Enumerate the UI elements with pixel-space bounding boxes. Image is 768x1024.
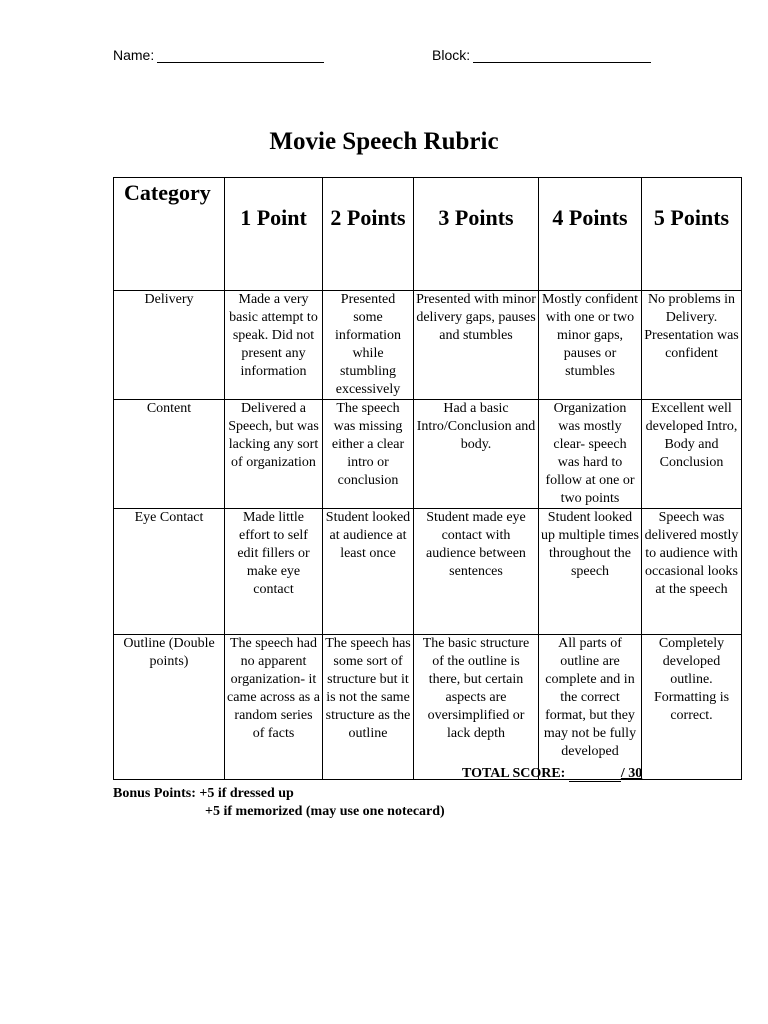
bonus-line-memorized: +5 if memorized (may use one notecard) bbox=[205, 804, 445, 819]
name-blank-line bbox=[157, 48, 324, 63]
name-label: Name: bbox=[113, 47, 155, 63]
table-cell: The speech has some sort of structure but it is not the same structure as the outline bbox=[323, 635, 414, 780]
table-cell: Completely developed outline. Formatting is correct. bbox=[642, 635, 742, 780]
page-title: Movie Speech Rubric bbox=[269, 128, 499, 155]
total-score bbox=[462, 766, 642, 782]
header-1-point: 1 Point bbox=[225, 178, 323, 291]
category-cell: Delivery bbox=[114, 291, 225, 400]
header-5-points: 5 Points bbox=[642, 178, 742, 291]
table-cell: Excellent well developed Intro, Body and Conclusion bbox=[642, 400, 742, 509]
table-cell: Presented some information while stumbling excessively bbox=[323, 291, 414, 400]
table-cell: No problems in Delivery. Presentation was confident bbox=[642, 291, 742, 400]
total-score-label: TOTAL SCORE: bbox=[462, 766, 566, 781]
header-4-points: 4 Points bbox=[539, 178, 642, 291]
header-3-points: 3 Points bbox=[414, 178, 539, 291]
table-cell: Student looked up multiple times throughout the speech bbox=[539, 509, 642, 635]
category-cell: Eye Contact bbox=[114, 509, 225, 635]
block-blank-line bbox=[473, 48, 651, 63]
table-cell: Student made eye contact with audience between sentences bbox=[414, 509, 539, 635]
table-cell: Presented with minor delivery gaps, pauses and stumbles bbox=[414, 291, 539, 400]
table-row bbox=[114, 635, 742, 780]
bonus-line-dressed: Bonus Points: +5 if dressed up bbox=[113, 786, 294, 801]
table-row bbox=[114, 509, 742, 635]
rubric-table bbox=[113, 177, 742, 780]
table-cell: Made little effort to self edit fillers or make eye contact bbox=[225, 509, 323, 635]
header-category: Category bbox=[114, 178, 225, 291]
table-cell: Made a very basic attempt to speak. Did not present any information bbox=[225, 291, 323, 400]
table-cell: Delivered a Speech, but was lacking any sort of organization bbox=[225, 400, 323, 509]
category-cell: Content bbox=[114, 400, 225, 509]
table-row bbox=[114, 400, 742, 509]
name-field bbox=[113, 47, 324, 63]
block-label: Block: bbox=[432, 47, 471, 63]
table-cell: The speech had no apparent organization- it came across as a random series of facts bbox=[225, 635, 323, 780]
table-header-row bbox=[114, 178, 742, 291]
table-cell: Organization was mostly clear- speech was hard to follow at one or two points bbox=[539, 400, 642, 509]
total-score-blank bbox=[569, 767, 621, 782]
table-cell: The basic structure of the outline is there, but certain aspects are oversimplified or lack depth bbox=[414, 635, 539, 780]
table-cell: Had a basic Intro/Conclusion and body. bbox=[414, 400, 539, 509]
table-cell: Mostly confident with one or two minor gaps, pauses or stumbles bbox=[539, 291, 642, 400]
table-cell: The speech was missing either a clear intro or conclusion bbox=[323, 400, 414, 509]
table-cell: Speech was delivered mostly to audience with occasional looks at the speech bbox=[642, 509, 742, 635]
block-field bbox=[432, 47, 651, 63]
total-score-max: / 30 bbox=[620, 766, 643, 781]
header-2-points: 2 Points bbox=[323, 178, 414, 291]
category-cell: Outline (Double points) bbox=[114, 635, 225, 780]
table-cell: Student looked at audience at least once bbox=[323, 509, 414, 635]
bonus-points bbox=[113, 785, 445, 821]
table-row bbox=[114, 291, 742, 400]
table-cell: All parts of outline are complete and in the correct format, but they may not be fully developed bbox=[539, 635, 642, 780]
